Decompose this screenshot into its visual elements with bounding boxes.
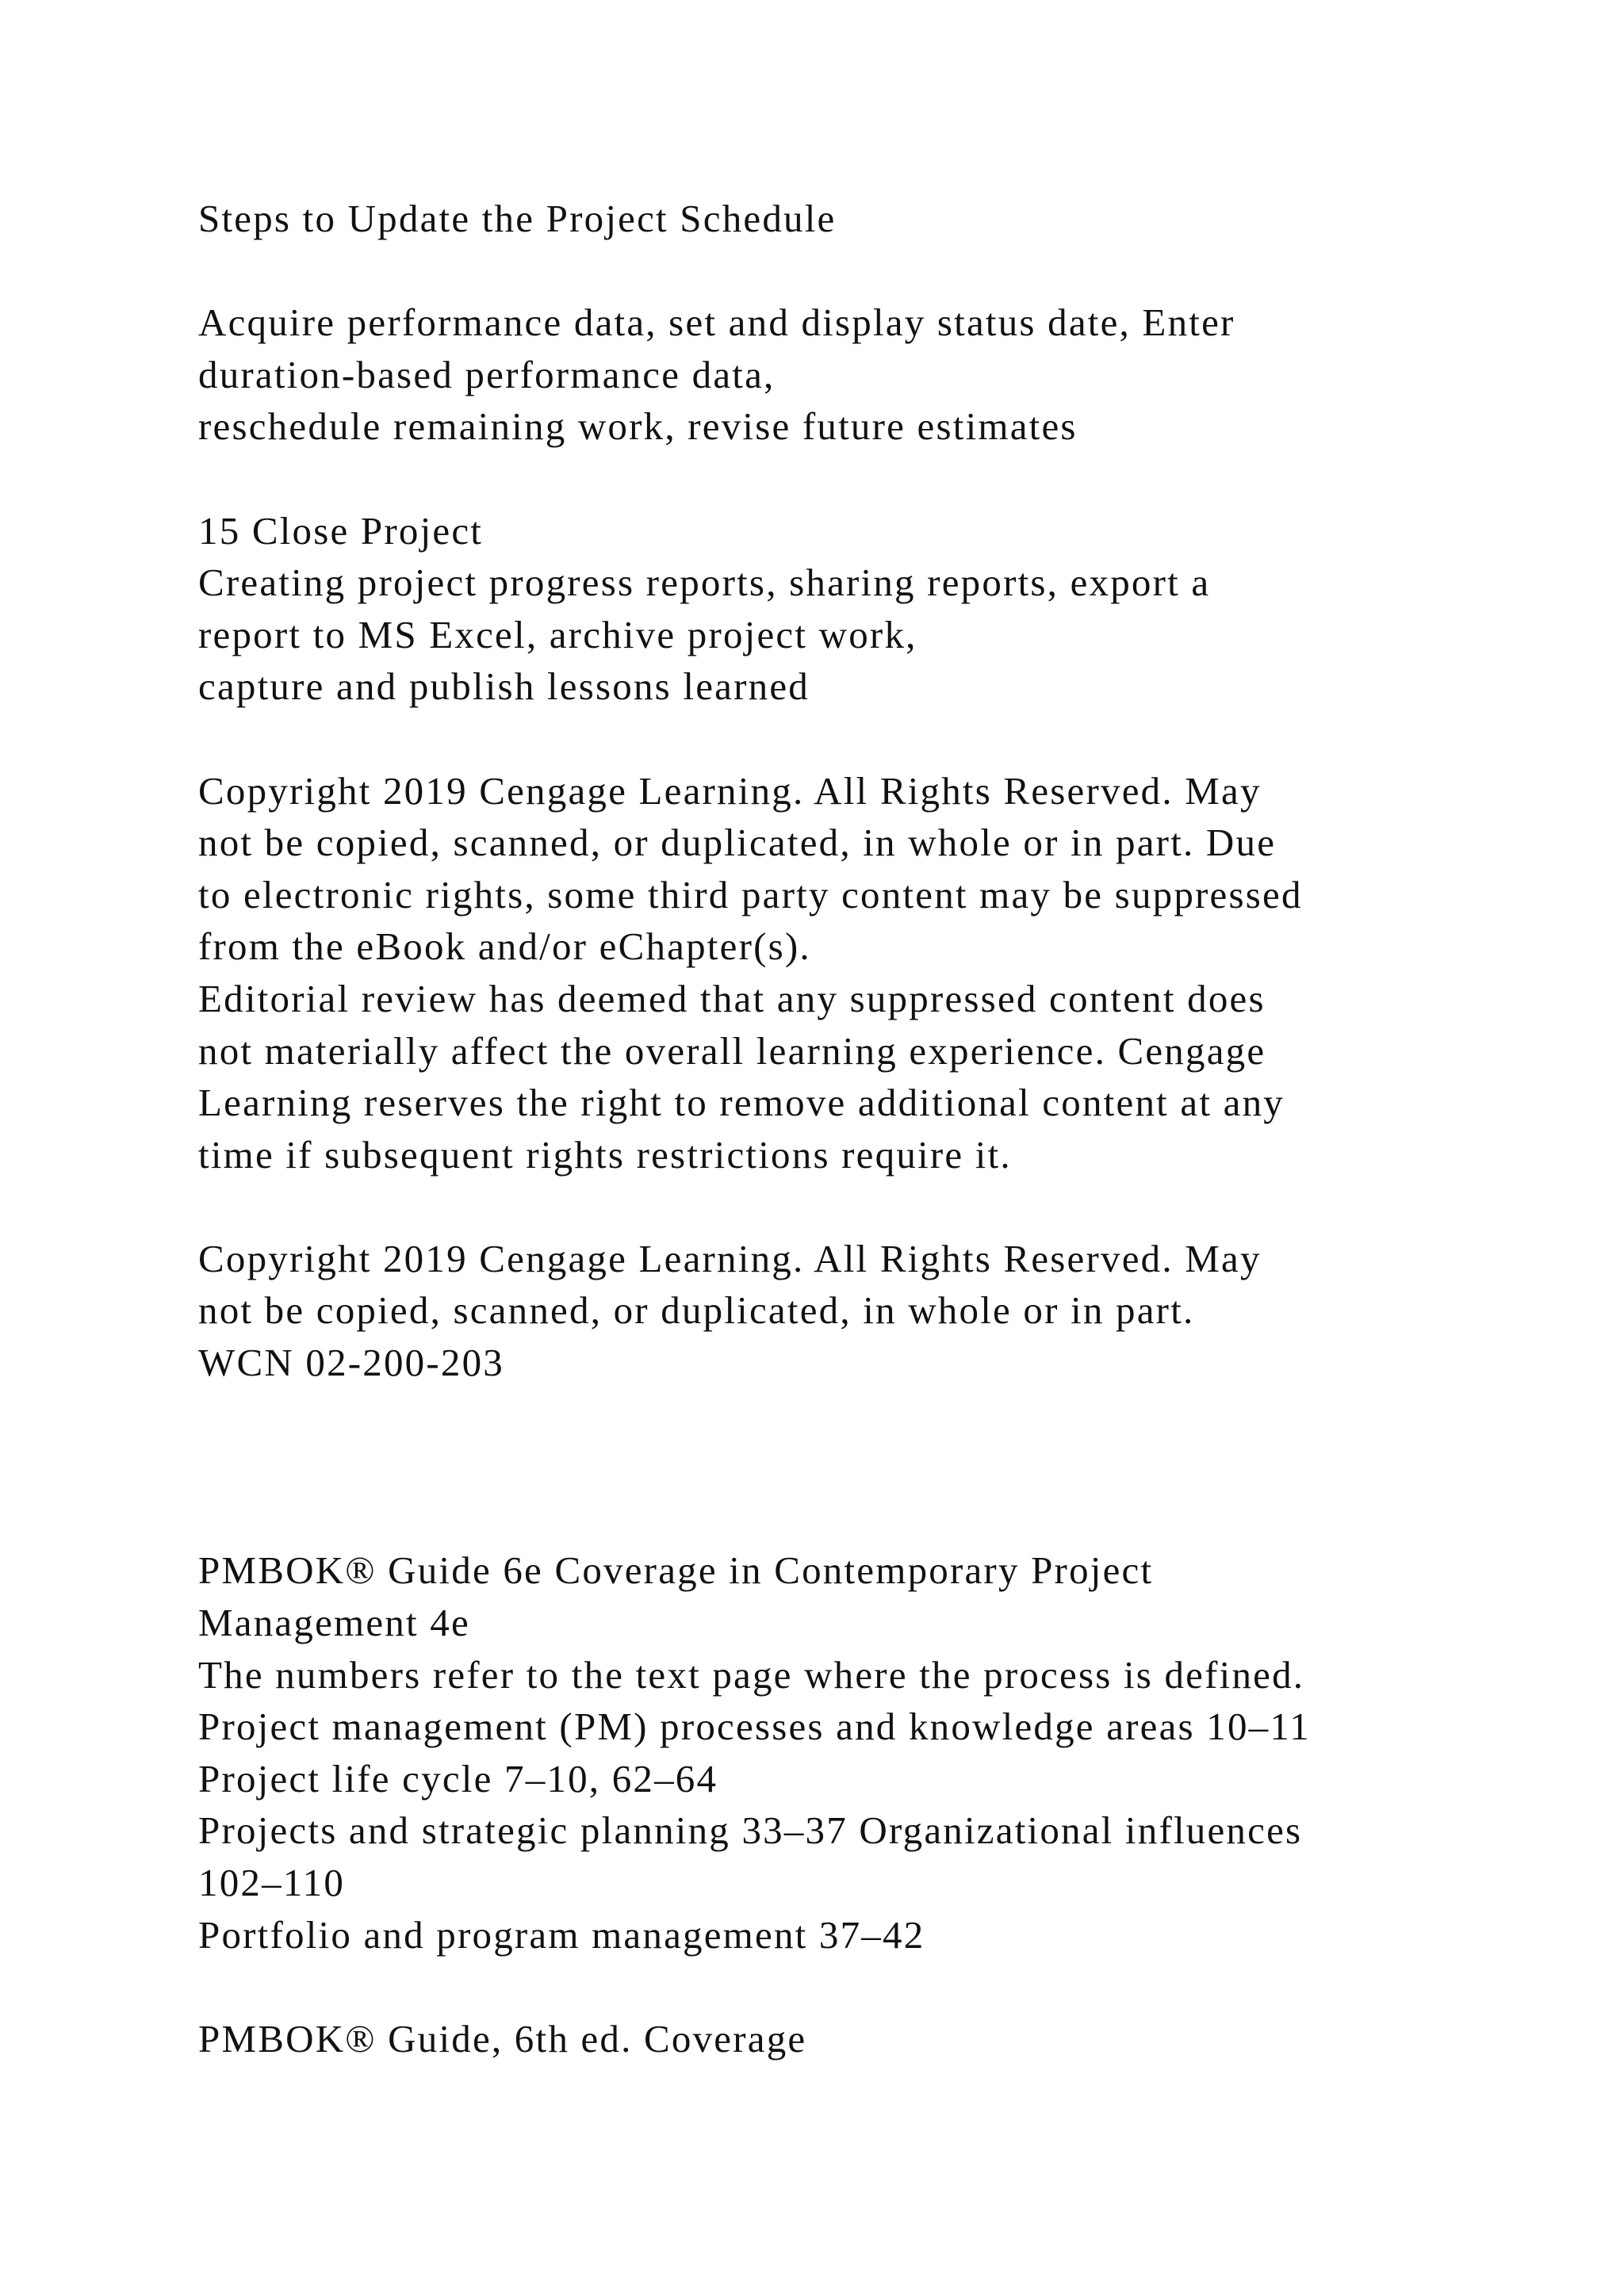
section-heading: Steps to Update the Project Schedule	[198, 197, 837, 240]
section-close-project	[198, 505, 1546, 713]
paragraph-line: report to MS Excel, archive project work,	[198, 612, 917, 656]
paragraph-line: Editorial review has deemed that any suppressed content does	[198, 976, 1266, 1020]
blank-line	[198, 1389, 1546, 1441]
paragraph-line: Acquire performance data, set and display status date, Enter	[198, 300, 1235, 345]
paragraph-line: Portfolio and program management 37–42	[198, 1912, 925, 1957]
document-body	[198, 193, 1546, 2064]
paragraph-line: WCN 02-200-203	[198, 1341, 505, 1385]
paragraph-line: Project management (PM) processes and knowledge areas 10–11	[198, 1705, 1311, 1749]
blank-line	[198, 1961, 1546, 2013]
paragraph-line: reschedule remaining work, revise future estimates	[198, 404, 1078, 449]
paragraph-line: The numbers refer to the text page where the process is defined.	[198, 1652, 1305, 1697]
blank-line	[198, 1181, 1546, 1233]
blank-line	[198, 245, 1546, 297]
paragraph-line: from the eBook and/or eChapter(s).	[198, 924, 811, 969]
blank-line	[198, 453, 1546, 505]
copyright-notice-2	[198, 1233, 1546, 1389]
paragraph-line: to electronic rights, some third party content may be suppressed	[198, 872, 1303, 916]
section-heading: PMBOK® Guide, 6th ed. Coverage	[198, 2016, 807, 2061]
copyright-notice-1	[198, 765, 1546, 1181]
blank-line	[198, 1493, 1546, 1545]
section-update-schedule	[198, 193, 1546, 453]
paragraph-line: Copyright 2019 Cengage Learning. All Rights Reserved. May	[198, 1236, 1262, 1280]
paragraph-line: not be copied, scanned, or duplicated, in whole or in part.	[198, 1288, 1195, 1333]
paragraph-line: not materially affect the overall learning experience. Cengage	[198, 1028, 1266, 1073]
paragraph-line: Management 4e	[198, 1601, 470, 1645]
paragraph-line: duration-based performance data,	[198, 352, 776, 396]
paragraph-line: Copyright 2019 Cengage Learning. All Rights Reserved. May	[198, 768, 1262, 813]
paragraph-line: Learning reserves the right to remove additional content at any	[198, 1081, 1285, 1125]
pmbok-coverage-section	[198, 1544, 1546, 1961]
paragraph-line: not be copied, scanned, or duplicated, in whole or in part. Due	[198, 821, 1277, 865]
paragraph-line: time if subsequent rights restrictions require it.	[198, 1132, 1012, 1177]
paragraph-line: 102–110	[198, 1861, 346, 1904]
paragraph-line: Project life cycle 7–10, 62–64	[198, 1756, 718, 1800]
paragraph-line: Projects and strategic planning 33–37 Organizational influences	[198, 1808, 1303, 1853]
paragraph-line: PMBOK® Guide 6e Coverage in Contemporary Project	[198, 1548, 1154, 1593]
paragraph-line: Creating project progress reports, sharing reports, export a	[198, 561, 1211, 605]
blank-line	[198, 713, 1546, 765]
section-heading: 15 Close Project	[198, 508, 484, 553]
paragraph-line: capture and publish lessons learned	[198, 664, 810, 709]
blank-line	[198, 1441, 1546, 1493]
